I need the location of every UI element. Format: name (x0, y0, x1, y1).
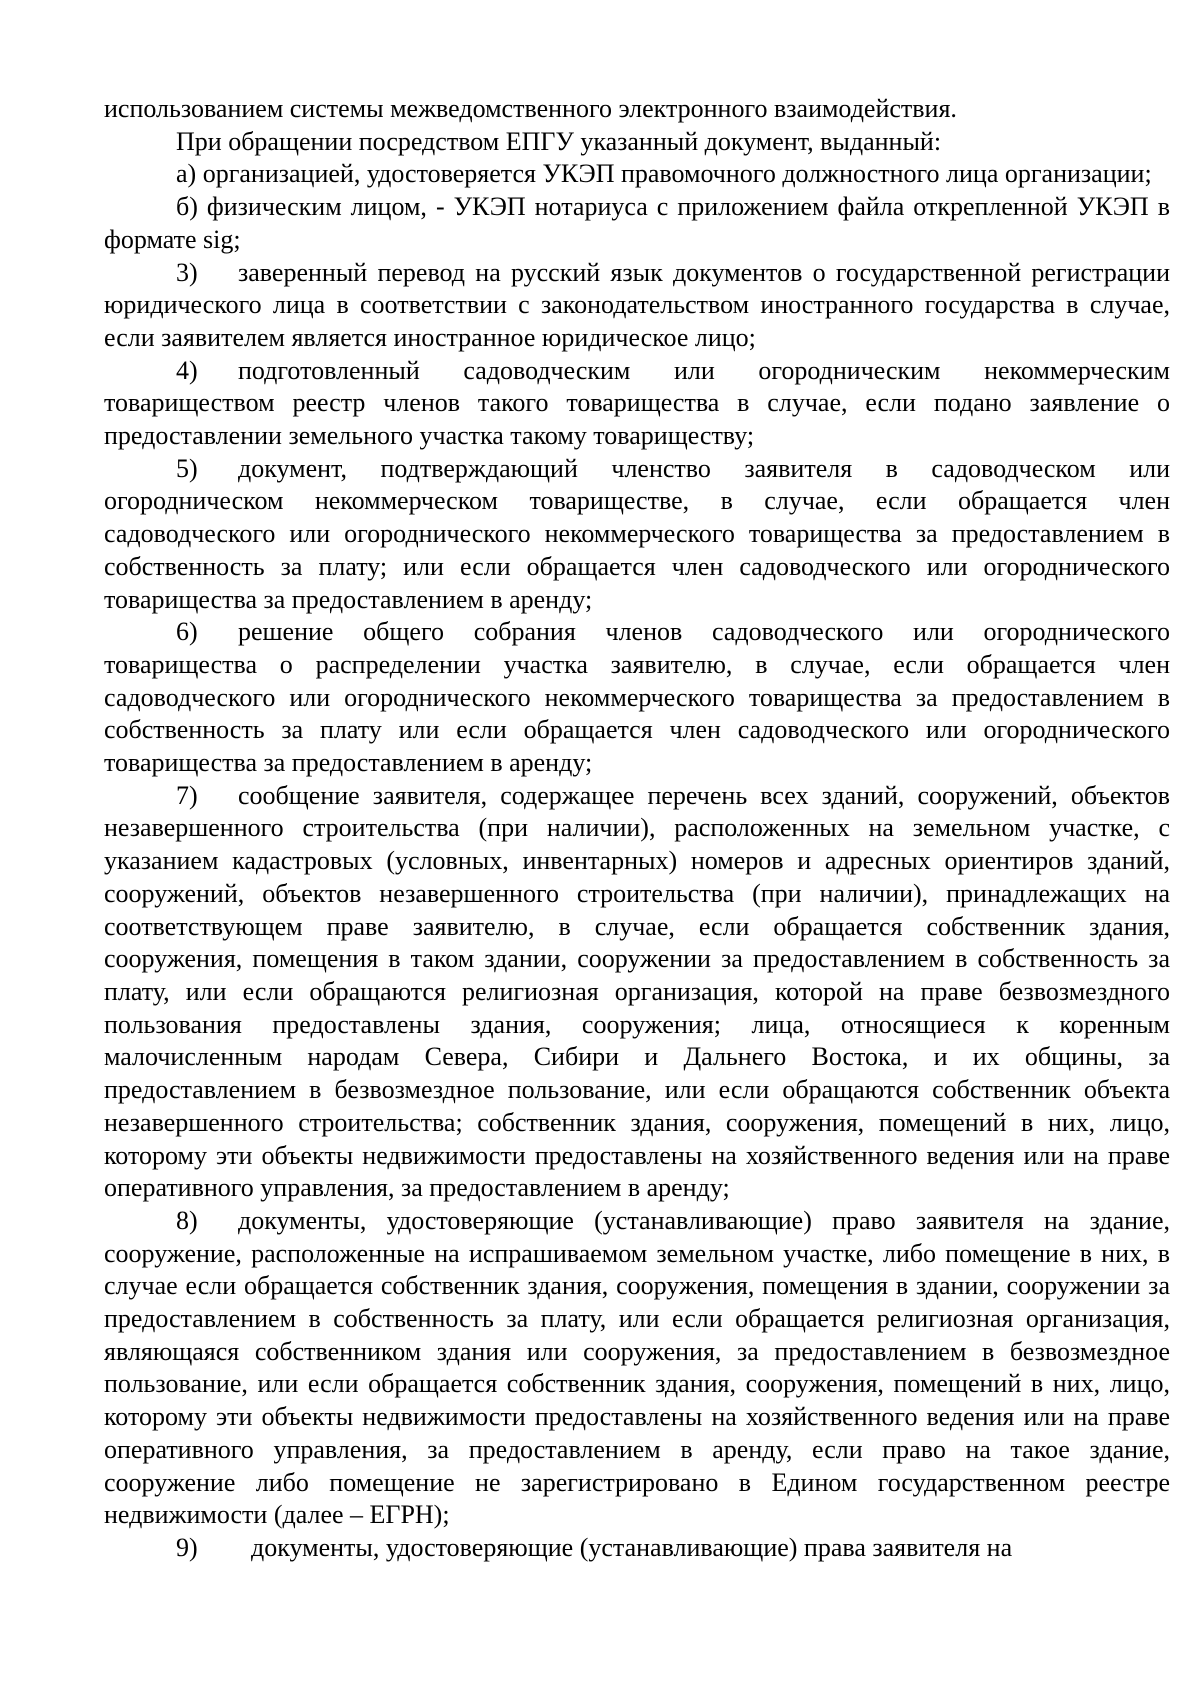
list-item-text: решение общего собрания членов садоводческого или огороднического товарищества о распределении участка заявителю, в случае, если обращается член садоводческого или огороднического некоммерческого товарищества за предоставлением в собственность за плату или если обращается член садоводческого или огороднического товарищества за предоставлением в аренду; (104, 617, 1170, 778)
list-item-6 (104, 616, 1170, 780)
list-number: 7) (176, 780, 198, 810)
list-item-7 (104, 780, 1170, 1205)
list-item-text: сообщение заявителя, содержащее перечень всех зданий, сооружений, объектов незавершенного строительства (при наличии), расположенных на земельном участке, с указанием кадастровых (условных, инвентарных) номеров и адресных ориентиров зданий, сооружений, объектов незавершенного строительства (при наличии), принадлежащих на соответствующем праве заявителю, в случае, если обращается собственник здания, сооружения, помещения в таком здании, сооружении за предоставлением в собственность за плату, или если обращаются религиозная организация, которой на праве безвозмездного пользования предоставлены здания, сооружения; лица, относящиеся к коренным малочисленным народам Севера, Сибири и Дальнего Востока, и их общины, за предоставлением в безвозмездное пользование, или если обращаются собственник объекта незавершенного строительства; собственник здания, сооружения, помещений в них, лицо, которому эти объекты недвижимости предоставлены на хозяйственного ведения или на праве оперативного управления, за предоставлением в аренду; (104, 780, 1170, 1203)
list-item-text: документ, подтверждающий членство заявителя в садоводческом или огородническом некоммерческом товариществе, в случае, если обращается член садоводческого или огороднического некоммерческого товарищества за предоставлением в собственность за плату; или если обращается член садоводческого или огороднического товарищества за предоставлением в аренду; (104, 453, 1170, 614)
list-number: 3) (176, 257, 198, 287)
paragraph-item-a: а) организацией, удостоверяется УКЭП правомочного должностного лица организации; (176, 159, 1152, 189)
list-item-9 (104, 1532, 1170, 1565)
paragraph-item-b: б) физическим лицом, - УКЭП нотариуса с приложением файла открепленной УКЭП в формате sig; (104, 192, 1170, 254)
list-item-8 (104, 1205, 1170, 1532)
list-item-4 (104, 355, 1170, 453)
list-number: 9) (176, 1532, 198, 1562)
list-item-3 (104, 257, 1170, 355)
list-number: 8) (176, 1205, 198, 1235)
list-item-text: документы, удостоверяющие (устанавливающие) права заявителя на (251, 1532, 1013, 1562)
paragraph-epgu-intro: При обращении посредством ЕПГУ указанный документ, выданный: (176, 126, 942, 156)
paragraph-continuation: использованием системы межведомственного электронного взаимодействия. (104, 94, 957, 123)
document-body (104, 93, 1170, 1565)
list-number: 5) (176, 453, 198, 483)
list-item-text: подготовленный садоводческим или огородническим некоммерческим товариществом реестр членов такого товарищества в случае, если подано заявление о предоставлении земельного участка такому товариществу; (104, 355, 1170, 451)
list-item-text: заверенный перевод на русский язык документов о государственной регистрации юридического лица в соответствии с законодательством иностранного государства в случае, если заявителем является иностранное юридическое лицо; (104, 257, 1170, 352)
list-item-5 (104, 453, 1170, 617)
list-number: 6) (176, 617, 198, 647)
list-item-text: документы, удостоверяющие (устанавливающие) право заявителя на здание, сооружение, расположенные на испрашиваемом земельном участке, либо помещение в них, в случае если обращается собственник здания, сооружения, помещения в здании, сооружении за предоставлением в собственность за плату, или если обращается религиозная организация, являющаяся собственником здания или сооружения, за предоставлением в безвозмездное пользование, или если обращается собственник здания, сооружения, помещений в них, лицо, которому эти объекты недвижимости предоставлены на хозяйственного ведения или на праве оперативного управления, за предоставлением в аренду, если право на такое здание, сооружение либо помещение не зарегистрировано в Едином государственном реестре недвижимости (далее – ЕГРН); (104, 1205, 1170, 1530)
list-number: 4) (176, 355, 198, 385)
